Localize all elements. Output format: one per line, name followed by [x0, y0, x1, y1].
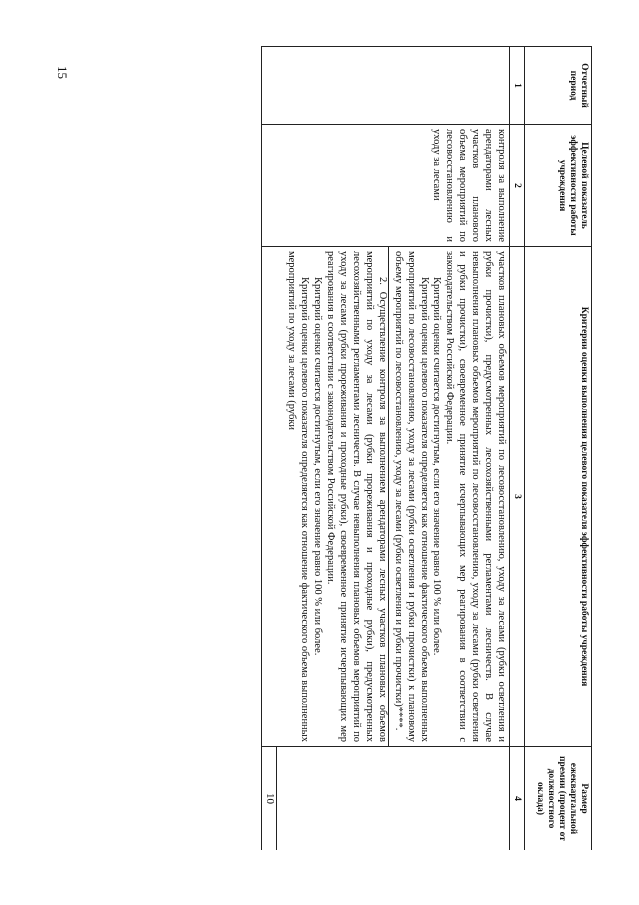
header-period: Отчетный период [525, 47, 592, 125]
column-number-2: 2 [510, 125, 525, 247]
block1-paragraph-3: Критерий оценки целевого показателя определяется как отношение фактического объема выполненных мероприятий по лесовосстановлению, уходу за лесами (рубки осветления и рубки прочистки) к плановому объему мероприятий по лесовосстановлению, уходу за лесами (рубки осветления и рубки прочистки)****. [392, 251, 430, 742]
block1-paragraph-1: участков плановых объемов мероприятий по лесовосстановлению, уходу за лесами (рубки осветления и рубки прочистки), предусмотренных лесохозяйственными регламентами лесничеств. В случае невыполнения плановых объемов мероприятий по лесовосстановлению, уходу за лесами (рубки осветления и рубки прочистки), своевременное принятие исчерпывающих мер реагирования в соответствии с законодательством Российской Федерации. [444, 251, 507, 742]
criteria-cell [262, 247, 510, 747]
bonus-value-10: 10 [264, 793, 276, 804]
bonus-spacer [279, 751, 507, 846]
block2-paragraph-2: Критерий оценки считается достигнутым, если его значение равно 100 % или более. [312, 277, 324, 656]
column-number-4: 4 [510, 747, 525, 851]
header-indicator: Целевой показатель эффективности работы учреждения [525, 125, 592, 247]
body-row [262, 47, 510, 851]
period-cell [262, 47, 510, 125]
page-number: 15 [55, 66, 70, 79]
header-criteria: Критерии оценки выполнения целевого показателя эффективности работы учреждения [525, 247, 592, 747]
block2-paragraph-1: 2. Осуществление контроля за выполнением арендаторами лесных участков плановых объемов мероприятий по уходу за лесами (рубки прореживания и проходные рубки), предусмотренных лесохозяйственными регламентами лесничеств. В случае невыполнения плановых объемов мероприятий по уходу за лесами (рубки прореживания и проходные рубки), своевременное принятие исчерпывающих мер реагирования в соответствии с законодательством Российской Федерации. [325, 251, 388, 742]
rotated-content [108, 46, 592, 850]
column-number-row [510, 47, 525, 851]
row-separator [388, 247, 389, 746]
bonus-cell [262, 747, 510, 851]
rotated-page-area [108, 46, 592, 850]
column-number-1: 1 [510, 47, 525, 125]
bonus-row-separator [276, 747, 277, 850]
indicator-cell: контроля за выполнение арендаторами лесных участков планового объема мероприятий по лесовосстановлению и уходу за лесами [262, 125, 510, 247]
header-bonus: Размер ежеквартальной премии (процент от должностного оклада) [525, 747, 592, 851]
block2-paragraph-3: Критерий оценки целевого показателя определяется как отношение фактического объема выполненных мероприятий по уходу за лесами (рубки [286, 251, 311, 742]
header-row [525, 47, 592, 851]
criteria-table [261, 46, 592, 850]
block1-paragraph-2: Критерий оценки считается достигнутым, если его значение равно 100 % или более. [431, 277, 443, 656]
column-number-3: 3 [510, 247, 525, 747]
